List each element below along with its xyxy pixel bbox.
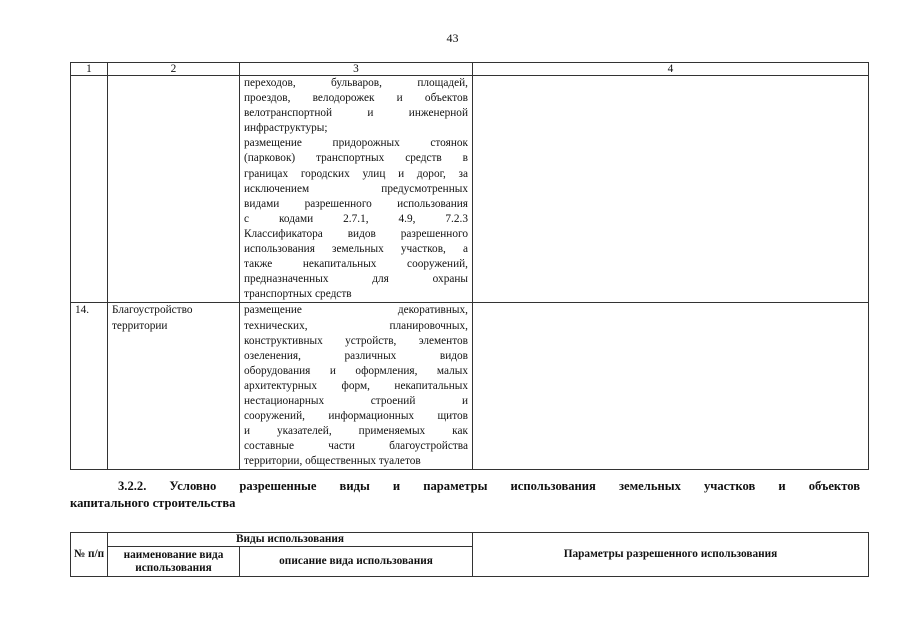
page-number: 43 (446, 31, 459, 45)
description-line: транспортных средств (244, 288, 352, 301)
use-name-cell (108, 76, 240, 303)
section-heading-line: 3.2.2. Условно разрешенные виды и параметры использования земельных участков и объектов (118, 479, 860, 493)
description-line: составные части благоустройства (244, 440, 468, 453)
description-line: (парковок) транспортных средств в (244, 152, 468, 165)
description-line: предназначенных для охраны (244, 273, 468, 286)
description-line: с кодами 2.7.1, 4.9, 7.2.3 (244, 212, 468, 225)
use-description-cell (240, 303, 473, 470)
parameters-cell (473, 76, 869, 303)
description-line: нестационарных строений и (244, 394, 468, 407)
use-name-column-header: наименование вида использования (108, 547, 240, 577)
table-row (71, 303, 869, 470)
column-number-4: 4 (473, 63, 869, 76)
description-line: инфраструктуры; (244, 122, 328, 135)
row-number-cell (71, 76, 108, 303)
description-line: размещение декоративных, (244, 304, 468, 317)
description-line: сооружений, информационных щитов (244, 410, 468, 423)
description-line: Классификатора видов разрешенного (244, 227, 468, 240)
description-line: озеленения, различных видов (244, 349, 468, 362)
description-line: исключением предусмотренных (244, 182, 468, 195)
description-line: территории, общественных туалетов (244, 455, 421, 468)
column-number-row (71, 63, 869, 76)
permitted-uses-table-continuation (70, 62, 869, 470)
column-number-1: 1 (71, 63, 108, 76)
description-line: видами разрешенного использования (244, 197, 468, 210)
section-heading-line: капитального строительства (70, 496, 236, 510)
column-number-3: 3 (240, 63, 473, 76)
use-name-cell (108, 303, 240, 470)
section-heading (70, 478, 860, 512)
use-name-line: Благоустройство (112, 304, 193, 317)
number-column-header: № п/п (71, 533, 108, 577)
parameters-column-header: Параметры разрешенного использования (473, 533, 869, 577)
use-description-cell (240, 76, 473, 303)
use-name-line: территории (112, 319, 168, 332)
row-number-cell: 14. (71, 303, 108, 470)
use-types-group-header: Виды использования (108, 533, 473, 547)
description-line: архитектурных форм, некапитальных (244, 379, 468, 392)
description-line: использования земельных участков, а (244, 243, 468, 256)
column-number-2: 2 (108, 63, 240, 76)
description-line: также некапитальных сооружений, (244, 258, 468, 271)
description-line: проездов, велодорожек и объектов (244, 92, 468, 105)
description-line: размещение придорожных стоянок (244, 137, 468, 150)
use-description-column-header: описание вида использования (240, 547, 473, 577)
description-line: конструктивных устройств, элементов (244, 334, 468, 347)
description-line: велотранспортной и инженерной (244, 107, 468, 120)
description-line: оборудования и оформления, малых (244, 364, 468, 377)
description-line: технических, планировочных, (244, 319, 468, 332)
conditional-uses-table-header (70, 532, 869, 577)
parameters-cell (473, 303, 869, 470)
description-line: и указателей, применяемых как (244, 425, 468, 438)
description-line: границах городских улиц и дорог, за (244, 167, 468, 180)
description-line: переходов, бульваров, площадей, (244, 77, 468, 89)
table-row (71, 76, 869, 303)
